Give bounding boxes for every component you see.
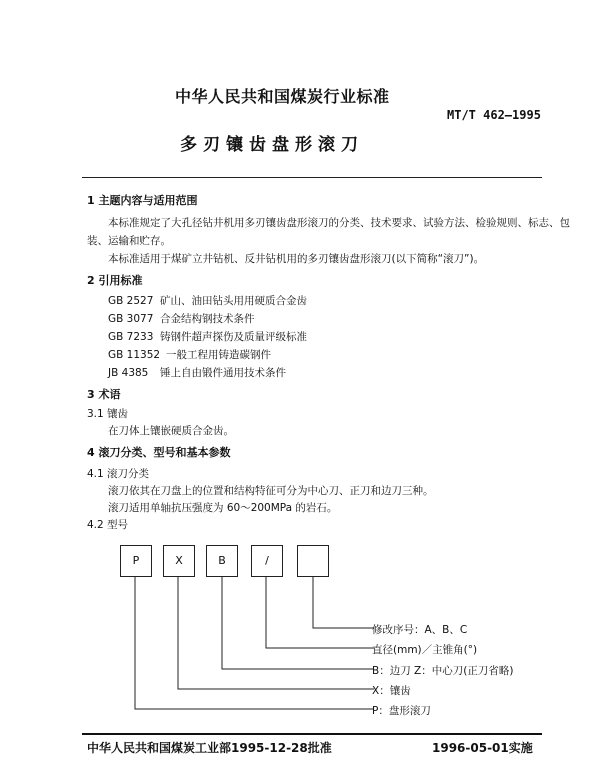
section-4-1-heading: 4.1 滚刀分类 — [87, 468, 150, 480]
section-1-para1-line2: 装、运输和贮存。 — [87, 235, 171, 247]
model-box-b: B — [206, 545, 238, 577]
model-box-x: X — [163, 545, 195, 577]
reference-item: GB 2527 矿山、油田钻头用用硬质合金齿 — [108, 295, 307, 307]
section-3-1-heading: 3.1 镶齿 — [87, 408, 129, 420]
reference-item: GB 11352 一般工程用铸造碳钢件 — [108, 349, 271, 361]
section-1-para1-line1: 本标准规定了大孔径钻井机用多刃镶齿盘形滚刀的分类、技术要求、试验方法、检验规则、标志、包 — [108, 217, 570, 229]
section-3-1-text: 在刀体上镶嵌硬质合金齿。 — [108, 425, 234, 437]
reference-item: GB 3077 合金结构钢技术条件 — [108, 313, 255, 325]
label-type: B：边刀 Z：中心刀(正刀省略) — [372, 665, 514, 677]
section-4-2-heading: 4.2 型号 — [87, 519, 129, 531]
model-box-slash: / — [251, 545, 283, 577]
issuing-body: 中华人民共和国煤炭行业标准 — [175, 87, 390, 106]
model-box-p: P — [120, 545, 152, 577]
section-1-heading: 1 主题内容与适用范围 — [87, 194, 198, 207]
label-disc: P：盘形滚刀 — [372, 705, 431, 717]
footer-rule — [82, 733, 542, 735]
reference-item: GB 7233 铸钢件超声探伤及质量评级标准 — [108, 331, 307, 343]
reference-item: JB 4385 锤上自由锻件通用技术条件 — [108, 367, 286, 379]
document-title: 多刃镶齿盘形滚刀 — [180, 135, 364, 155]
label-diameter: 直径(mm)／主锥角(°) — [372, 644, 478, 656]
section-2-heading: 2 引用标准 — [87, 274, 143, 287]
label-revision: 修改序号：A、B、C — [372, 624, 468, 636]
section-1-para2: 本标准适用于煤矿立井钻机、反井钻机用的多刃镶齿盘形滚刀(以下简称“滚刀”)。 — [108, 253, 485, 265]
approval-info: 中华人民共和国煤炭工业部1995-12-28批准 — [87, 741, 332, 755]
effective-date: 1996-05-01实施 — [432, 741, 533, 755]
standard-code: MT/T 462—1995 — [447, 108, 541, 122]
section-4-1-line1: 滚刀依其在刀盘上的位置和结构特征可分为中心刀、正刀和边刀三种。 — [108, 485, 434, 497]
section-4-1-line2: 滚刀适用单轴抗压强度为 60～200MPa 的岩石。 — [108, 502, 338, 514]
section-3-heading: 3 术语 — [87, 388, 121, 401]
section-4-heading: 4 滚刀分类、型号和基本参数 — [87, 446, 231, 459]
label-inlay: X：镶齿 — [372, 685, 411, 697]
